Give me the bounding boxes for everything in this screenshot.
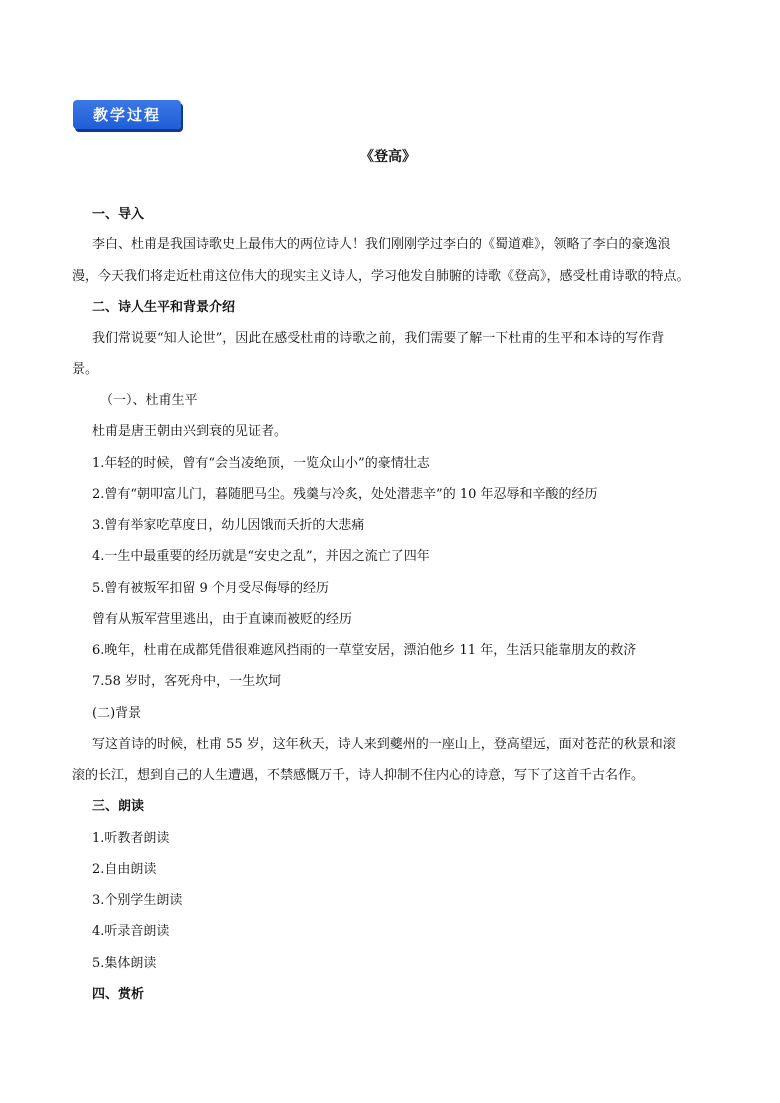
paragraph-line: 写这首诗的时候，杜甫 55 岁，这年秋天，诗人来到夔州的一座山上，登高望远，面对苍茫的秋景和滚 <box>92 737 676 752</box>
list-item: 7.58 岁时，客死舟中，一生坎坷 <box>92 674 282 689</box>
list-item: 2.自由朗读 <box>92 862 157 877</box>
section-1-heading: 一、导入 <box>92 207 145 222</box>
list-item: 4.听录音朗读 <box>92 924 170 939</box>
page-title: 《登高》 <box>360 149 416 165</box>
list-item: 3.曾有举家吃草度日，幼儿因饿而夭折的大悲痛 <box>92 518 365 533</box>
subsection-heading: （一）、杜甫生平 <box>100 393 198 408</box>
list-item: 4.一生中最重要的经历就是“安史之乱”，并因之流亡了四年 <box>92 549 430 564</box>
section-2-heading: 二、诗人生平和背景介绍 <box>92 300 236 315</box>
paragraph-line: 漫，今天我们将走近杜甫这位伟大的现实主义诗人，学习他发自肺腑的诗歌《登高》，感受杜甫诗歌的特点。 <box>72 269 690 284</box>
list-item: 3.个别学生朗读 <box>92 893 183 908</box>
subsection-heading: (二)背景 <box>92 706 142 721</box>
list-item: 2.曾有“朝叩富儿门，暮随肥马尘。残羹与冷炙，处处潜悲辛”的 10 年忍辱和辛酸的经历 <box>92 487 598 502</box>
list-item: 5.集体朗读 <box>92 956 157 971</box>
list-item: 曾有从叛军营里逃出，由于直谏而被贬的经历 <box>92 612 353 627</box>
section-3-heading: 三、朗读 <box>92 799 145 814</box>
paragraph-line: 滚的长江，想到自己的人生遭遇，不禁感慨万千，诗人抑制不住内心的诗意，写下了这首千古名作。 <box>72 768 645 783</box>
paragraph-line: 李白、杜甫是我国诗歌史上最伟大的两位诗人！我们刚刚学过李白的《蜀道难》，领略了李白的豪逸浪 <box>92 237 671 252</box>
list-item: 1.听教者朗读 <box>92 831 170 846</box>
paragraph-line: 景。 <box>72 362 99 377</box>
paragraph-line: 我们常说要“知人论世”，因此在感受杜甫的诗歌之前，我们需要了解一下杜甫的生平和本诗的写作背 <box>92 331 665 346</box>
list-item: 1.年轻的时候，曾有“会当凌绝顶，一览众山小”的豪情壮志 <box>92 456 430 471</box>
paragraph-line: 杜甫是唐王朝由兴到衰的见证者。 <box>92 424 288 439</box>
list-item: 5.曾有被叛军扣留 9 个月受尽侮辱的经历 <box>92 581 329 596</box>
list-item: 6.晚年，杜甫在成都凭借很难遮风挡雨的一草堂安居，漂泊他乡 11 年，生活只能靠朋友的救济 <box>92 643 637 658</box>
section-4-heading: 四、赏析 <box>92 987 145 1002</box>
section-badge: 教学过程 <box>73 100 181 129</box>
